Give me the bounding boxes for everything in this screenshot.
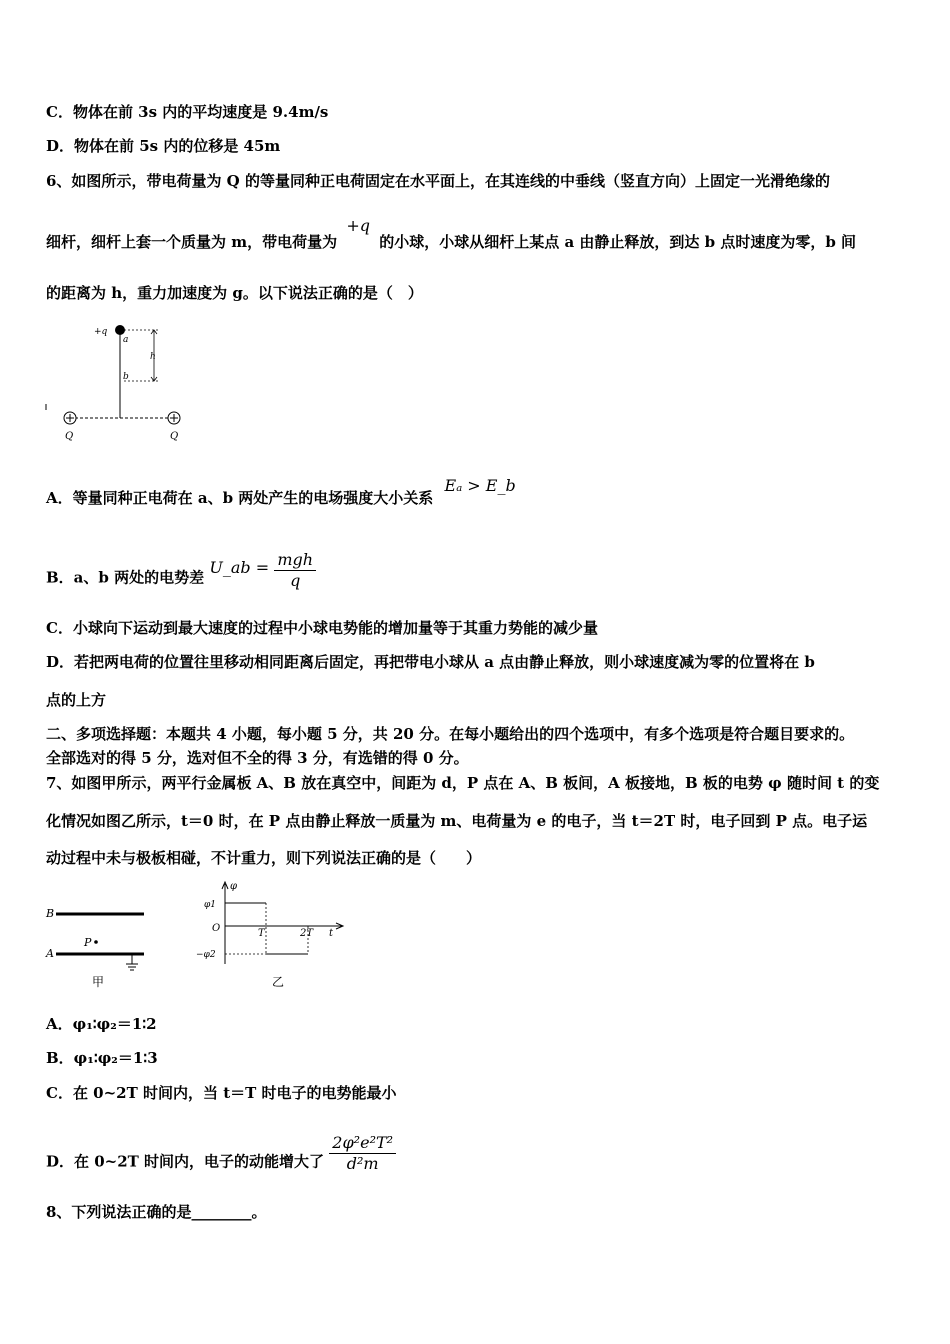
caption-yi: 乙 (272, 975, 285, 989)
q6-stem-line2b: 的小球，小球从细杆上某点 a 由静止释放，到达 b 点时速度为零，b 间 (379, 233, 857, 251)
label-a: a (123, 335, 129, 345)
q6-option-a-text: A．等量同种正电荷在 a、b 两处产生的电场强度大小关系 (46, 489, 434, 507)
q7-stem-line2: 化情况如图乙所示，t＝0 时，在 P 点由静止释放一质量为 m、电荷量为 e 的电子，当 t＝2T 时，电子回到 P 点。电子运 (46, 812, 868, 830)
charged-ball (115, 325, 125, 335)
q6-figure (44, 318, 194, 446)
q6-option-b-lhs: U_ab = (209, 557, 270, 577)
q6-option-b-text: B．a、b 两处的电势差 (46, 568, 205, 587)
q6-option-d-line2: 点的上方 (46, 691, 107, 709)
label-phi: φ (230, 881, 238, 892)
q7-figure-yi (196, 876, 346, 992)
q6-stem-line3: 的距离为 h，重力加速度为 g。以下说法正确的是（ ） (46, 284, 423, 302)
label-top: +q (94, 327, 108, 337)
section2-heading-line2: 全部选对的得 5 分，选对但不全的得 3 分，有选错的得 0 分。 (46, 749, 469, 767)
plate-a-label: A (46, 947, 54, 960)
label-t2: 2T (300, 928, 314, 939)
label-h: h (150, 352, 156, 362)
q6-option-d-line1: D．若把两电荷的位置往里移动相同距离后固定，再把带电小球从 a 点由静止释放，则小球速度减为零的位置将在 b (46, 653, 815, 671)
charge-symbol: +q (346, 216, 370, 235)
q7-option-d-text: D．在 0~2T 时间内，电子的动能增大了 (46, 1152, 325, 1171)
q7-option-b: B．φ₁∶φ₂＝1∶3 (46, 1049, 158, 1067)
label-origin: O (212, 923, 221, 934)
q7-figure-jia (44, 900, 154, 992)
q7-option-c: C．在 0~2T 时间内，当 t＝T 时电子的电势能最小 (46, 1084, 397, 1102)
q6-option-a (46, 476, 516, 508)
q6-option-a-math: Eₐ > E_b (444, 476, 516, 495)
q5-option-c: C．物体在前 3s 内的平均速度是 9.4m/s (46, 103, 329, 121)
label-t1: T (258, 928, 265, 939)
q7-option-a: A．φ₁∶φ₂＝1∶2 (46, 1015, 157, 1033)
point-p-label: P (84, 936, 92, 949)
label-q-right: Q (170, 431, 179, 442)
fraction-numerator: mgh (274, 550, 316, 571)
section2-heading-line1: 二、多项选择题：本题共 4 小题，每小题 5 分，共 20 分。在每小题给出的四个选项中，有多个选项是符合题目要求的。 (46, 725, 855, 743)
label-phi1: φ1 (204, 900, 217, 910)
q7-stem-line1: 7、如图甲所示，两平行金属板 A、B 放在真空中，间距为 d，P 点在 A、B 板间，A 板接地，B 板的电势 φ 随时间 t 的变 (46, 774, 880, 792)
fraction-denominator: q (290, 571, 301, 590)
caption-jia: 甲 (92, 975, 105, 989)
label-neg-phi2: −φ2 (196, 950, 216, 960)
label-b: b (123, 372, 129, 382)
q7-option-d-fraction (329, 1133, 396, 1174)
q6-option-b (46, 550, 316, 599)
q8-stem: 8、下列说法正确的是________。 (46, 1203, 267, 1221)
q7-option-d (46, 1133, 396, 1183)
q6-stem-line1: 6、如图所示，带电荷量为 Q 的等量同种正电荷固定在水平面上，在其连线的中垂线（竖直方向）上固定一光滑绝缘的 (46, 172, 830, 190)
q6-option-c: C．小球向下运动到最大速度的过程中小球电势能的增加量等于其重力势能的减少量 (46, 619, 598, 637)
fraction-denominator: d²m (346, 1154, 379, 1173)
q6-stem-line2a: 细杆，细杆上套一个质量为 m，带电荷量为 (46, 233, 338, 251)
label-q-left: Q (65, 431, 74, 442)
q7-stem-line3: 动过程中未与极板相碰，不计重力，则下列说法正确的是（ ） (46, 849, 482, 867)
q6-stem-line2 (46, 216, 857, 252)
q6-option-b-fraction (274, 550, 316, 591)
plate-b-label: B (46, 907, 55, 920)
point-p (94, 940, 98, 944)
fraction-numerator: 2φ²e²T² (329, 1133, 396, 1154)
q5-option-d: D．物体在前 5s 内的位移是 45m (46, 137, 281, 155)
label-t: t (329, 928, 334, 939)
